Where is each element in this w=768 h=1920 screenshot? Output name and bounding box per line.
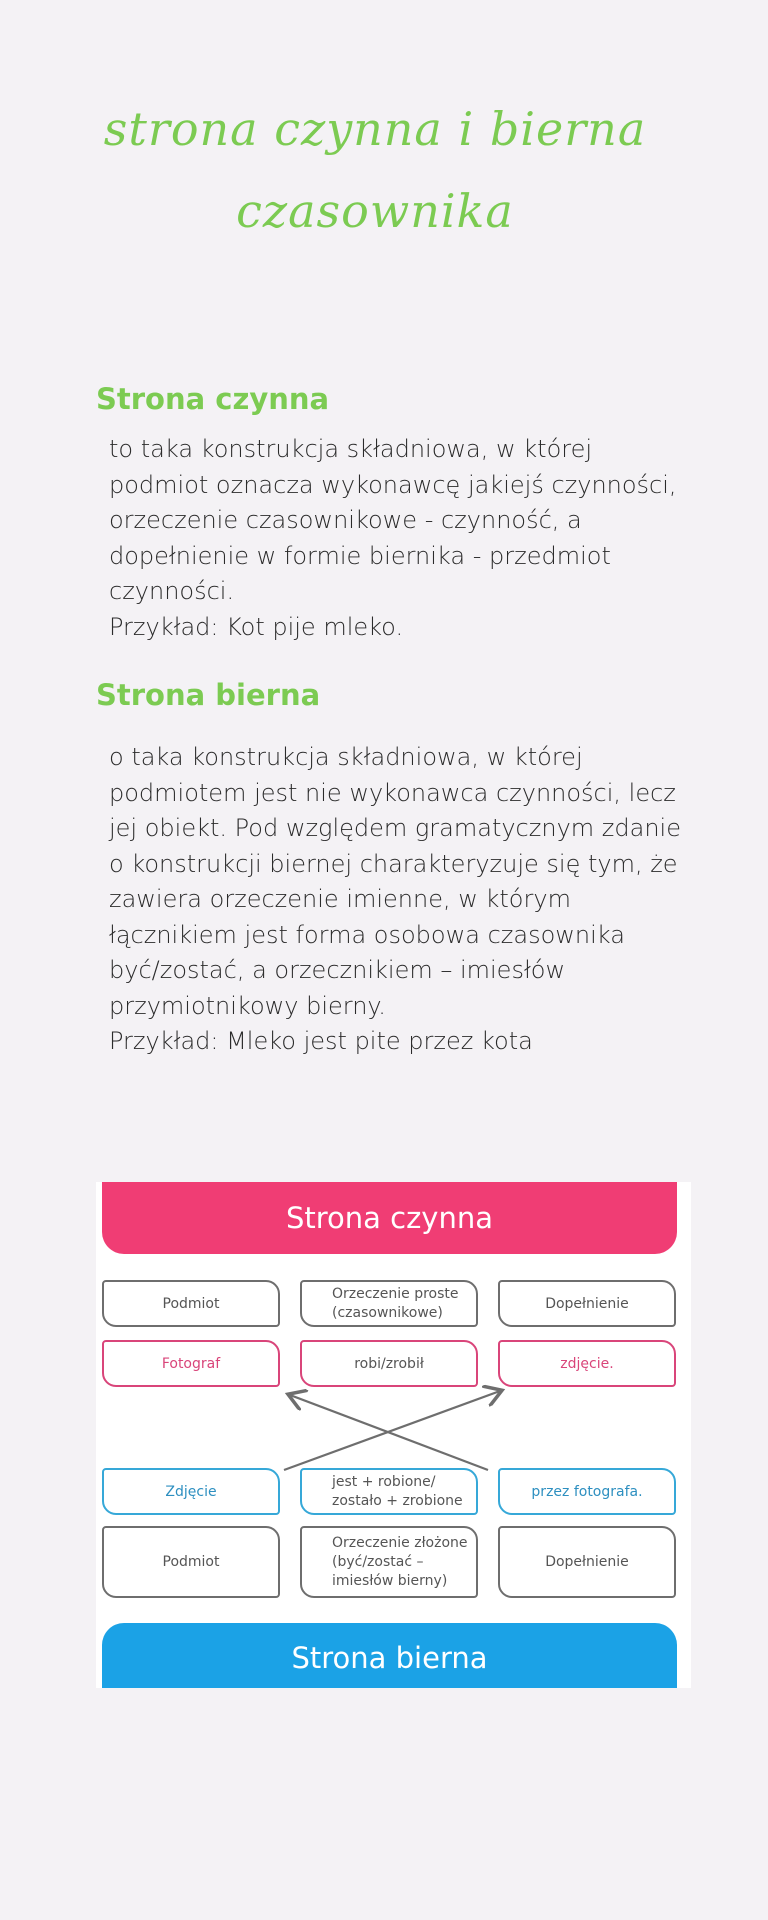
box-line: imiesłów bierny) — [332, 1572, 448, 1589]
active-voice-text — [109, 432, 677, 645]
text-line: o konstrukcji biernej charakteryzuje się tym, że — [109, 849, 678, 878]
agent-box: przez fotografa. — [498, 1468, 676, 1515]
page-title — [60, 88, 690, 252]
text-line: przymiotnikowy bierny. — [109, 991, 386, 1020]
compound-predicate-box — [300, 1526, 478, 1598]
title-line-1: strona czynna i bierna — [103, 102, 647, 156]
text-line: orzeczenie czasownikowe - czynność, a — [109, 506, 582, 534]
text-line: łącznikiem jest forma osobowa czasownika — [109, 920, 625, 949]
box-line: (być/zostać – — [332, 1553, 424, 1570]
text-line: dopełnienie w formie biernika - przedmiot — [109, 541, 611, 570]
box-line: (czasownikowe) — [332, 1304, 443, 1321]
object-box-passive: Dopełnienie — [498, 1526, 676, 1598]
active-voice-heading: Strona czynna — [96, 382, 330, 416]
text-line: podmiot oznacza wykonawcę jakiejś czynności, — [109, 470, 677, 499]
photo-object-box: zdjęcie. — [498, 1340, 676, 1387]
voice-diagram — [96, 1182, 691, 1688]
box-line: jest + robione/ — [332, 1473, 436, 1490]
text-line: o taka konstrukcja składniowa, w której — [109, 743, 583, 771]
text-line: być/zostać, a orzecznikiem – imiesłów — [109, 956, 566, 984]
text-line: podmiotem jest nie wykonawca czynności, lecz — [109, 778, 676, 807]
passive-voice-text — [109, 740, 681, 1060]
title-line-2: czasownika — [236, 184, 514, 238]
text-line: Przykład: Mleko jest pite przez kota — [109, 1027, 533, 1055]
arrow-line — [284, 1391, 500, 1470]
active-voice-banner: Strona czynna — [102, 1182, 677, 1254]
text-line: zawiera orzeczenie imienne, w którym — [109, 885, 571, 913]
text-line: Przykład: Kot pije mleko. — [109, 612, 404, 641]
passive-voice-heading: Strona bierna — [96, 678, 321, 712]
text-line: jej obiekt. Pod względem gramatycznym zdanie — [109, 814, 681, 842]
box-line: Orzeczenie proste — [332, 1285, 459, 1302]
box-line: Orzeczenie złożone — [332, 1534, 468, 1551]
photo-subject-box: Zdjęcie — [102, 1468, 280, 1515]
text-line: czynności. — [109, 577, 235, 605]
subject-box-passive: Podmiot — [102, 1526, 280, 1598]
photographer-box: Fotograf — [102, 1340, 280, 1387]
swap-arrows — [96, 1182, 691, 1688]
passive-voice-banner: Strona bierna — [102, 1623, 677, 1688]
active-verb-box: robi/zrobił — [300, 1340, 478, 1387]
text-line: to taka konstrukcja składniowa, w której — [109, 435, 593, 463]
box-line: zostało + zrobione — [332, 1492, 463, 1509]
object-box: Dopełnienie — [498, 1280, 676, 1327]
subject-box: Podmiot — [102, 1280, 280, 1327]
passive-verb-box — [300, 1468, 478, 1515]
